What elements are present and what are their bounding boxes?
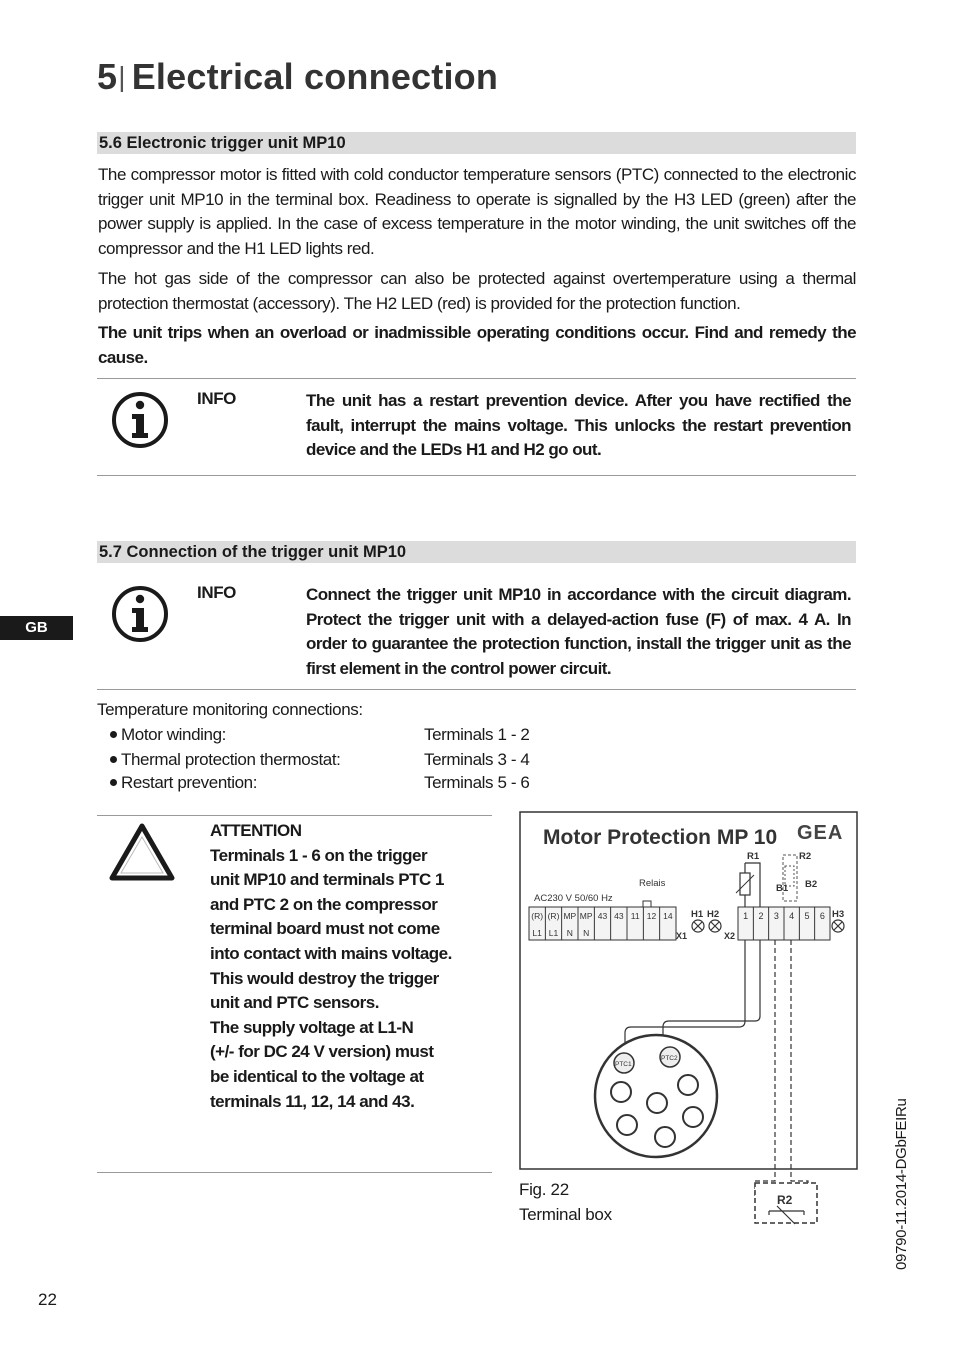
- r1-label: R1: [747, 851, 760, 862]
- x1-label: X1: [676, 931, 688, 941]
- section-5-6-paragraph-1: The compressor motor is fitted with cold conductor temperature sensors (PTC) connected to the electronic trigger unit MP10 in the terminal box. Readiness to operate is signalled by the H3 LED (green) after the power supply is applied. In the case of excess temperature in the motor winding, the unit switches off the compressor and the H1 LED lights red.: [98, 165, 856, 258]
- terminal-label: 2: [758, 911, 764, 921]
- terminal-label: 3: [773, 911, 779, 921]
- terminal-label: 11: [630, 911, 640, 921]
- terminal-label: 6: [819, 911, 825, 921]
- terminal-label: (R): [531, 911, 544, 921]
- figure-title: Terminal box: [519, 1205, 612, 1224]
- doc-code-anchor: [893, 1098, 913, 1271]
- divider: [97, 689, 856, 690]
- b1-label: B1: [776, 883, 789, 894]
- list-item-value: Terminals 3 - 4: [424, 750, 530, 769]
- terminal-box-diagram: [519, 811, 859, 1236]
- terminal-label: L1: [532, 928, 542, 938]
- external-r2-label: R2: [777, 1193, 793, 1207]
- section-5-7-heading-bar: [97, 541, 856, 563]
- info-text: Connect the trigger unit MP10 in accordance with the circuit diagram. Protect the trigger unit with a delayed-action fuse (F) of max. 4 A. In order to guarantee the protection function, install the trigger unit as the first element in the control power circuit.: [306, 585, 851, 678]
- list-item: Motor winding:: [110, 725, 226, 745]
- info-text: The unit has a restart prevention device. After you have rectified the fault, interrupt the mains voltage. This unlocks the restart prevention device and the LEDs H1 and H2 go out.: [306, 391, 851, 459]
- terminal-pin: [617, 1115, 637, 1135]
- chapter-title-text: Electrical connection: [131, 56, 499, 97]
- terminal-pin: [647, 1093, 667, 1113]
- terminal-label: N: [566, 928, 573, 938]
- terminal-label: 12: [646, 911, 657, 921]
- terminal-label: L1: [548, 928, 559, 938]
- info-icon: [110, 584, 170, 644]
- terminal-label: 43: [597, 911, 608, 921]
- list-item-value: Terminals 1 - 2: [424, 725, 530, 744]
- r2-label: R2: [799, 851, 812, 862]
- terminal-label: 43: [614, 911, 624, 921]
- relay-label: Relais: [639, 878, 666, 889]
- section-5-6-warning-paragraph: The unit trips when an overload or inadmissible operating conditions occur. Find and remedy the cause.: [98, 323, 856, 367]
- divider: [97, 475, 856, 476]
- section-5-6-heading: 5.6 Electronic trigger unit MP10: [99, 134, 346, 152]
- section-5-7-heading: 5.7 Connection of the trigger unit MP10: [99, 543, 407, 561]
- language-tab: GB: [0, 616, 73, 640]
- divider: [97, 1172, 492, 1173]
- terminal-label: MP: [563, 911, 577, 921]
- terminal-pin: [678, 1075, 698, 1095]
- terminal-pin: [683, 1107, 703, 1127]
- terminal-label: 1: [743, 911, 749, 921]
- b2-label: B2: [805, 879, 818, 890]
- figure-caption: [519, 1177, 612, 1227]
- chapter-separator: |: [118, 61, 126, 92]
- terminal-label: (R): [547, 911, 560, 921]
- warning-triangle-icon: [108, 822, 176, 882]
- info-icon: [110, 390, 170, 450]
- figure-number: Fig. 22: [519, 1180, 569, 1199]
- chapter-number: 5: [97, 56, 118, 97]
- info-label: INFO: [197, 583, 237, 602]
- list-item-value: Terminals 5 - 6: [424, 773, 530, 792]
- brand-logo: GEA: [797, 822, 844, 844]
- attention-title: ATTENTION: [210, 821, 302, 840]
- supply-label: AC230 V 50/60 Hz: [534, 893, 613, 904]
- section-5-6-heading-bar: [97, 132, 856, 154]
- h3-label: H3: [832, 909, 845, 920]
- section-5-6-paragraph-2: The hot gas side of the compressor can also be protected against overtemperature using a thermal protection thermostat (accessory). The H2 LED (red) is provided for the protection function.: [98, 269, 856, 313]
- list-item: Restart prevention:: [110, 773, 257, 793]
- terminal-pin: [611, 1082, 631, 1102]
- bullet-icon: [110, 756, 117, 763]
- page-number: 22: [38, 1290, 57, 1309]
- divider: [97, 815, 492, 816]
- ptc2-label: PTC2: [661, 1055, 678, 1062]
- h2-label: H2: [707, 909, 720, 920]
- ptc1-label: PTC1: [615, 1061, 632, 1068]
- chapter-title: [97, 56, 498, 98]
- x2-label: X2: [724, 931, 736, 941]
- info-label: INFO: [197, 389, 237, 408]
- divider: [97, 378, 856, 379]
- bullet-icon: [110, 779, 117, 786]
- diagram-title: Motor Protection MP 10: [543, 826, 778, 849]
- document-code: 09790-11.2014-DGbFEIRu: [893, 1098, 910, 1270]
- list-item: Thermal protection thermostat:: [110, 750, 340, 770]
- bullet-icon: [110, 731, 117, 738]
- temperature-intro: Temperature monitoring connections:: [97, 700, 363, 719]
- terminal-label: MP: [579, 911, 593, 921]
- terminal-pin: [655, 1127, 675, 1147]
- terminal-label: 5: [804, 911, 810, 921]
- terminal-label: 14: [663, 911, 673, 921]
- terminal-label: N: [583, 928, 590, 938]
- attention-text: ATTENTION Terminals 1 - 6 on the trigger unit MP10 and terminals PTC 1 and PTC 2 on the compressor terminal board must not come into contact with mains voltage. This would destroy the trigger unit and PTC sensors. The supply voltage at L1-N (+/- for DC 24 V version) must be identical to the voltage at terminals 11, 12, 14 and 43.: [210, 819, 490, 1114]
- h1-label: H1: [691, 909, 704, 920]
- terminal-label: 4: [789, 911, 795, 921]
